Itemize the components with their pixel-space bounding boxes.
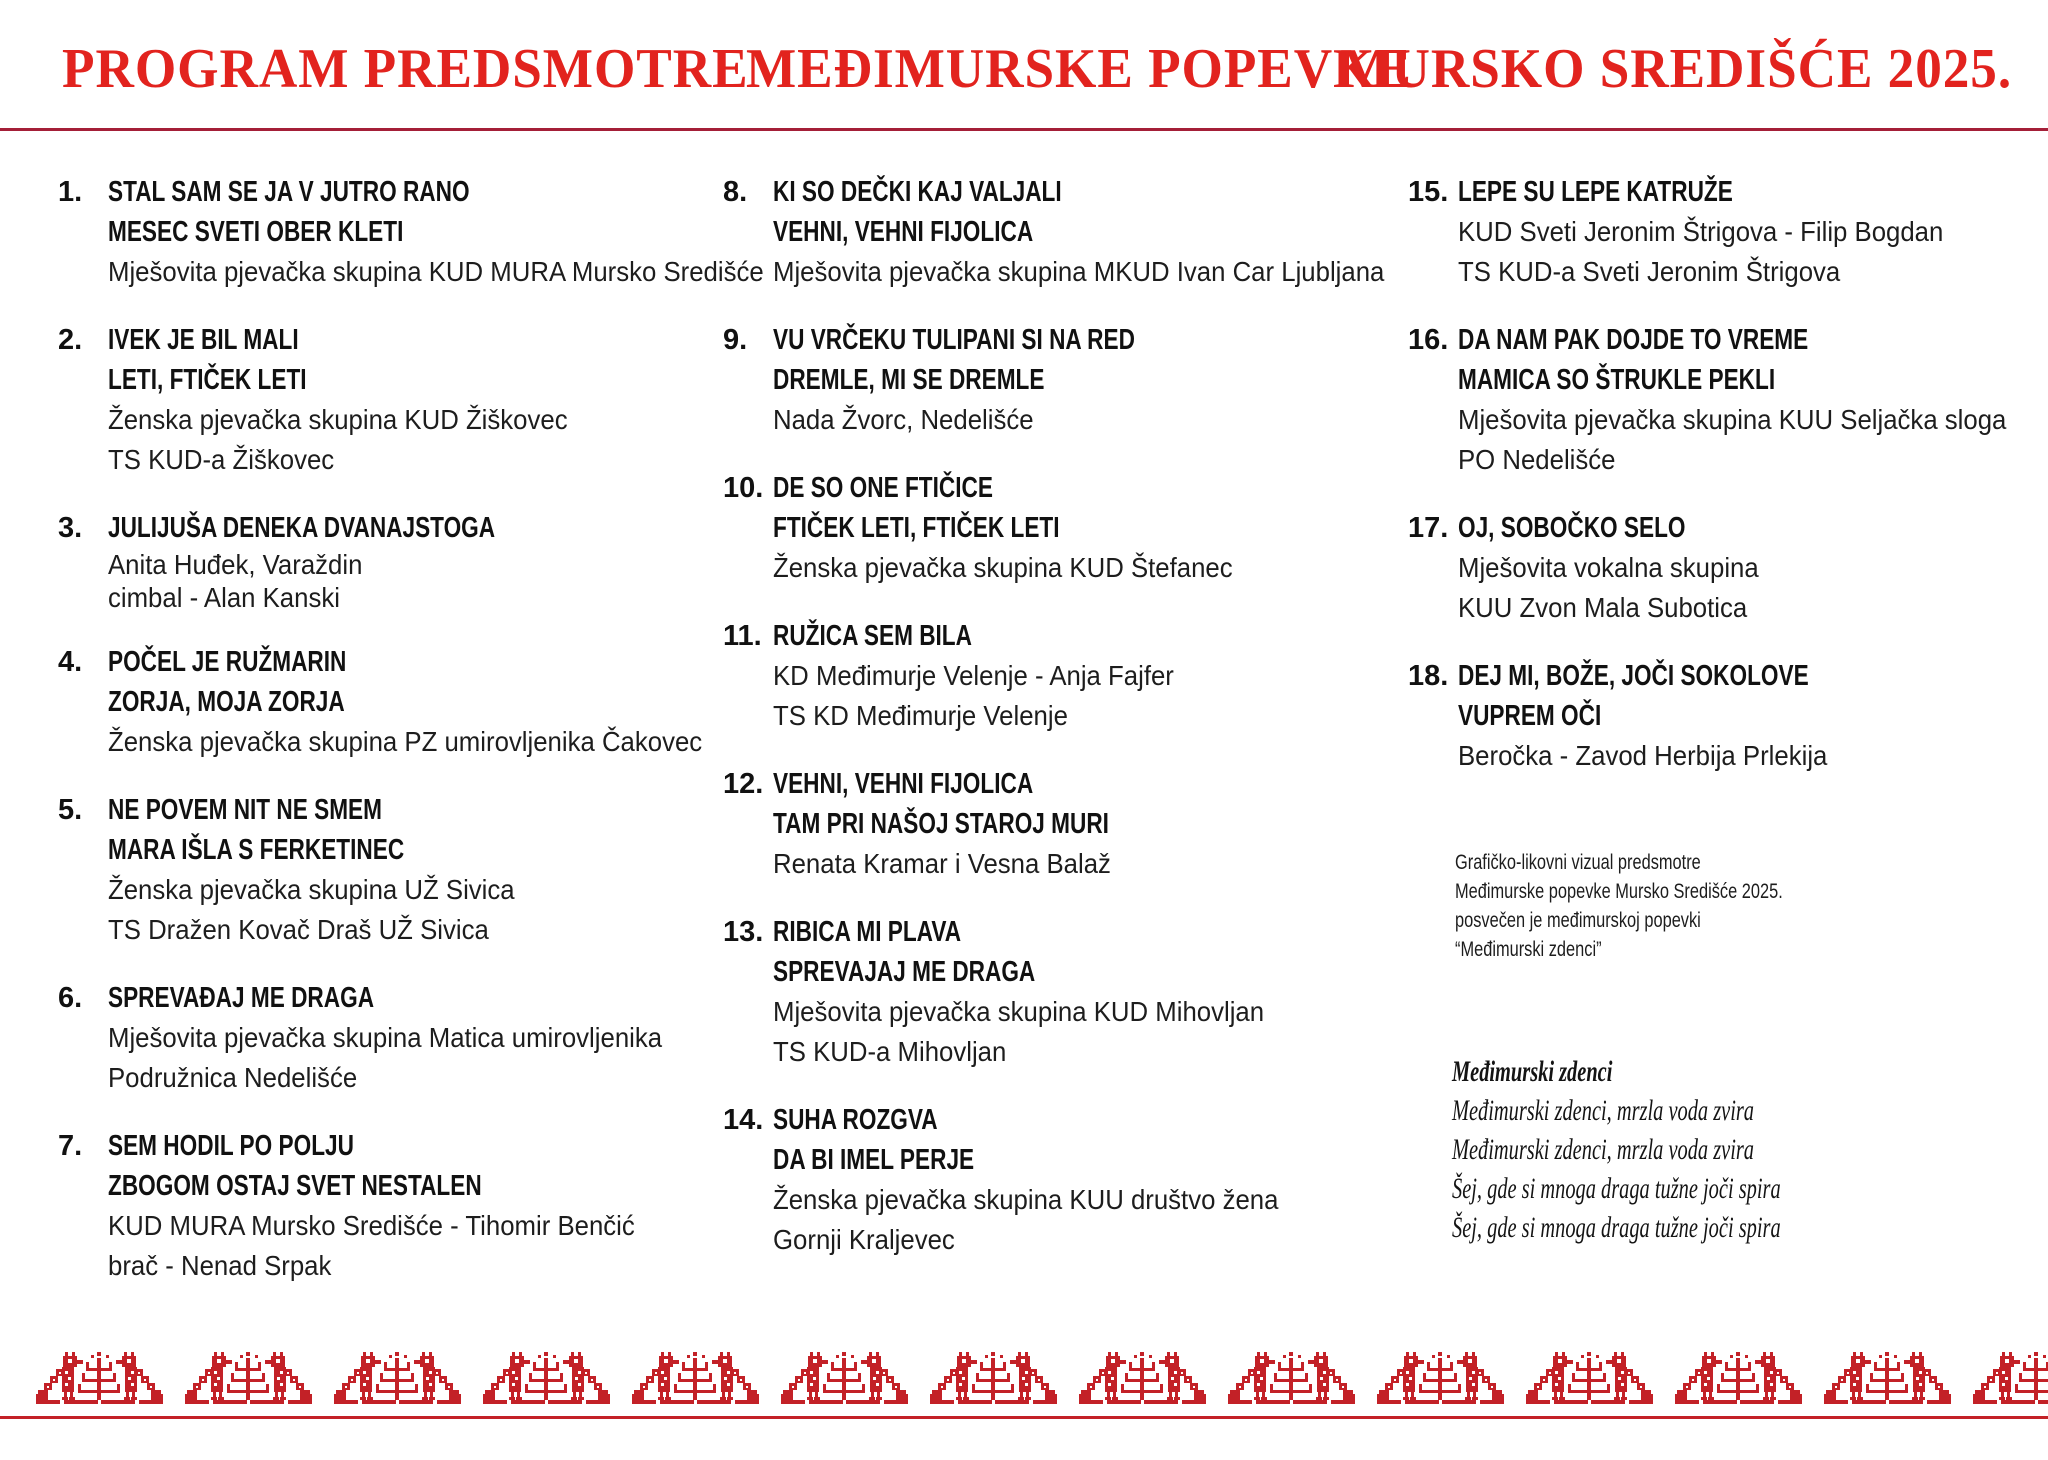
entry-lines [1458, 172, 2033, 292]
song-title: DA BI IMEL PERJE [773, 1144, 975, 1176]
entry-lines [108, 978, 713, 1098]
song-title: MESEC SVETI OBER KLETI [108, 216, 404, 248]
entry-number: 8. [723, 176, 748, 208]
entry-number: 9. [723, 324, 748, 356]
credit-line: “Međimurski zdenci” [1455, 938, 1602, 961]
poem-title: Međimurski zdenci [1452, 1055, 1613, 1088]
entry-lines [1458, 508, 2033, 628]
program-entry [723, 912, 1388, 1072]
song-title: LEPE SU LEPE KATRUŽE [1458, 176, 1733, 208]
performer: TS Dražen Kovač Draš UŽ Sivica [108, 914, 489, 945]
poem-line: Međimurski zdenci, mrzla voda zvira [1452, 1094, 1755, 1127]
performer: TS KUD-a Žiškovec [108, 444, 335, 475]
performer: TS KD Međimurje Velenje [773, 700, 1068, 731]
song-title: STAL SAM SE JA V JUTRO RANO [108, 176, 470, 208]
program-entry [58, 1126, 713, 1286]
song-title: SPREVAĐAJ ME DRAGA [108, 982, 375, 1014]
entry-number: 3. [58, 512, 83, 544]
song-title: SEM HODIL PO POLJU [108, 1130, 354, 1162]
performer: Mješovita pjevačka skupina KUD MURA Mursko Središće [108, 256, 764, 287]
page-title-place-year: MURSKO SREDIŠĆE 2025. [1340, 38, 2012, 100]
credit-note [1455, 848, 2035, 964]
song-title: DE SO ONE FTIČICE [773, 472, 993, 504]
entry-number: 2. [58, 324, 83, 356]
performer: Anita Huđek, Varaždin [108, 549, 363, 580]
performer: Podružnica Nedelišće [108, 1062, 358, 1093]
poem-block [1452, 1052, 2032, 1247]
entry-number: 6. [58, 982, 83, 1014]
entry-number: 4. [58, 646, 83, 678]
program-entry [723, 616, 1388, 736]
entry-lines [108, 642, 713, 762]
song-title: IVEK JE BIL MALI [108, 324, 299, 356]
program-column-middle [723, 172, 1388, 1288]
entry-lines [108, 790, 713, 950]
entry-lines [773, 912, 1388, 1072]
program-entry [58, 642, 713, 762]
program-entry [58, 978, 713, 1098]
program-entry [1408, 172, 2033, 292]
entry-lines [773, 468, 1388, 588]
performer: Mješovita pjevačka skupina MKUD Ivan Car Ljubljana [773, 256, 1385, 287]
song-title: RUŽICA SEM BILA [773, 620, 972, 652]
song-title: TAM PRI NAŠOJ STAROJ MURI [773, 808, 1109, 840]
entry-number: 7. [58, 1130, 83, 1162]
song-title: ZBOGOM OSTAJ SVET NESTALEN [108, 1170, 482, 1202]
song-title: JULIJUŠA DENEKA DVANAJSTOGA [108, 512, 496, 544]
song-title: RIBICA MI PLAVA [773, 916, 962, 948]
song-title: DEJ MI, BOŽE, JOČI SOKOLOVE [1458, 660, 1809, 692]
performer: Ženska pjevačka skupina UŽ Sivica [108, 874, 515, 905]
song-title: VEHNI, VEHNI FIJOLICA [773, 216, 1034, 248]
performer: cimbal - Alan Kanski [108, 582, 340, 613]
entry-number: 10. [723, 472, 764, 504]
credit-line: posvečen je međimurskoj popevki [1455, 909, 1701, 932]
entry-number: 17. [1408, 512, 1449, 544]
performer: KUD Sveti Jeronim Štrigova - Filip Bogdan [1458, 216, 1944, 247]
program-entry [58, 320, 713, 480]
performer: KUD MURA Mursko Središće - Tihomir Benčić [108, 1210, 635, 1241]
program-entry [58, 790, 713, 950]
footer-divider [0, 1416, 2048, 1419]
song-title: SUHA ROZGVA [773, 1104, 938, 1136]
page-title-event: MEĐIMURSKE POPEVKE [746, 38, 1412, 100]
entry-lines [773, 1100, 1388, 1260]
performer: TS KUD-a Sveti Jeronim Štrigova [1458, 256, 1841, 287]
program-entry [723, 320, 1388, 440]
program-column-right [1408, 172, 2033, 804]
program-entry [723, 172, 1388, 292]
song-title: DREMLE, MI SE DREMLE [773, 364, 1045, 396]
program-entry [58, 172, 764, 292]
program-entry [723, 764, 1388, 884]
poem-line: Međimurski zdenci, mrzla voda zvira [1452, 1133, 1755, 1166]
entry-lines [1458, 656, 2033, 776]
performer: Nada Žvorc, Nedelišće [773, 404, 1034, 435]
entry-lines [773, 764, 1388, 884]
page-title-program: PROGRAM PREDSMOTRE [62, 38, 749, 100]
performer: Mješovita pjevačka skupina KUU Seljačka sloga [1458, 404, 2007, 435]
folk-bird-border-icon [0, 1352, 2048, 1408]
entry-number: 13. [723, 916, 764, 948]
entry-number: 14. [723, 1104, 764, 1136]
performer: Ženska pjevačka skupina KUU društvo žena [773, 1184, 1279, 1215]
performer: Renata Kramar i Vesna Balaž [773, 848, 1111, 879]
entry-lines [773, 616, 1388, 736]
entry-lines [1458, 320, 2033, 480]
entry-number: 12. [723, 768, 764, 800]
entry-lines [108, 1126, 713, 1286]
song-title: VUPREM OČI [1458, 700, 1602, 732]
entry-lines [108, 508, 713, 614]
song-title: FTIČEK LETI, FTIČEK LETI [773, 512, 1060, 544]
entry-number: 18. [1408, 660, 1449, 692]
performer: Mješovita pjevačka skupina Matica umirovljenika [108, 1022, 663, 1053]
entry-number: 16. [1408, 324, 1449, 356]
poem-line: Šej, gde si mnoga draga tužne joči spira [1452, 1211, 1781, 1244]
song-title: POČEL JE RUŽMARIN [108, 646, 347, 678]
credit-line: Grafičko-likovni vizual predsmotre [1455, 851, 1701, 874]
credit-line: Međimurske popevke Mursko Središće 2025. [1455, 880, 1783, 903]
poem-line: Šej, gde si mnoga draga tužne joči spira [1452, 1172, 1781, 1205]
performer: Ženska pjevačka skupina KUD Štefanec [773, 552, 1233, 583]
song-title: MAMICA SO ŠTRUKLE PEKLI [1458, 364, 1776, 396]
entry-number: 5. [58, 794, 83, 826]
entry-number: 11. [723, 620, 762, 652]
song-title: LETI, FTIČEK LETI [108, 364, 307, 396]
performer: Beročka - Zavod Herbija Prlekija [1458, 740, 1828, 771]
performer: Ženska pjevačka skupina PZ umirovljenika Čakovec [108, 726, 703, 757]
entry-lines [108, 320, 713, 480]
performer: Ženska pjevačka skupina KUD Žiškovec [108, 404, 568, 435]
program-entry [1408, 508, 2033, 628]
song-title: DA NAM PAK DOJDE TO VREME [1458, 324, 1809, 356]
program-entry [1408, 320, 2033, 480]
song-title: KI SO DEČKI KAJ VALJALI [773, 176, 1062, 208]
performer: Mješovita pjevačka skupina KUD Mihovljan [773, 996, 1265, 1027]
program-entry [58, 508, 713, 614]
performer: KD Međimurje Velenje - Anja Fajfer [773, 660, 1174, 691]
performer: Mješovita vokalna skupina [1458, 552, 1759, 583]
header-divider [0, 128, 2048, 131]
performer: PO Nedelišće [1458, 444, 1616, 475]
entry-lines [773, 320, 1388, 440]
entry-number: 15. [1408, 176, 1449, 208]
entry-lines [773, 172, 1388, 292]
performer: brač - Nenad Srpak [108, 1250, 332, 1281]
program-entry [723, 1100, 1388, 1260]
song-title: ZORJA, MOJA ZORJA [108, 686, 345, 718]
performer: KUU Zvon Mala Subotica [1458, 592, 1748, 623]
entry-number: 1. [58, 176, 83, 208]
program-entry [1408, 656, 2033, 776]
song-title: MARA IŠLA S FERKETINEC [108, 834, 405, 866]
program-entry [723, 468, 1388, 588]
song-title: VEHNI, VEHNI FIJOLICA [773, 768, 1034, 800]
song-title: OJ, SOBOČKO SELO [1458, 512, 1686, 544]
song-title: NE POVEM NIT NE SMEM [108, 794, 382, 826]
performer: TS KUD-a Mihovljan [773, 1036, 1007, 1067]
song-title: VU VRČEKU TULIPANI SI NA RED [773, 324, 1135, 356]
song-title: SPREVAJAJ ME DRAGA [773, 956, 1036, 988]
entry-lines [108, 172, 764, 292]
performer: Gornji Kraljevec [773, 1224, 955, 1255]
